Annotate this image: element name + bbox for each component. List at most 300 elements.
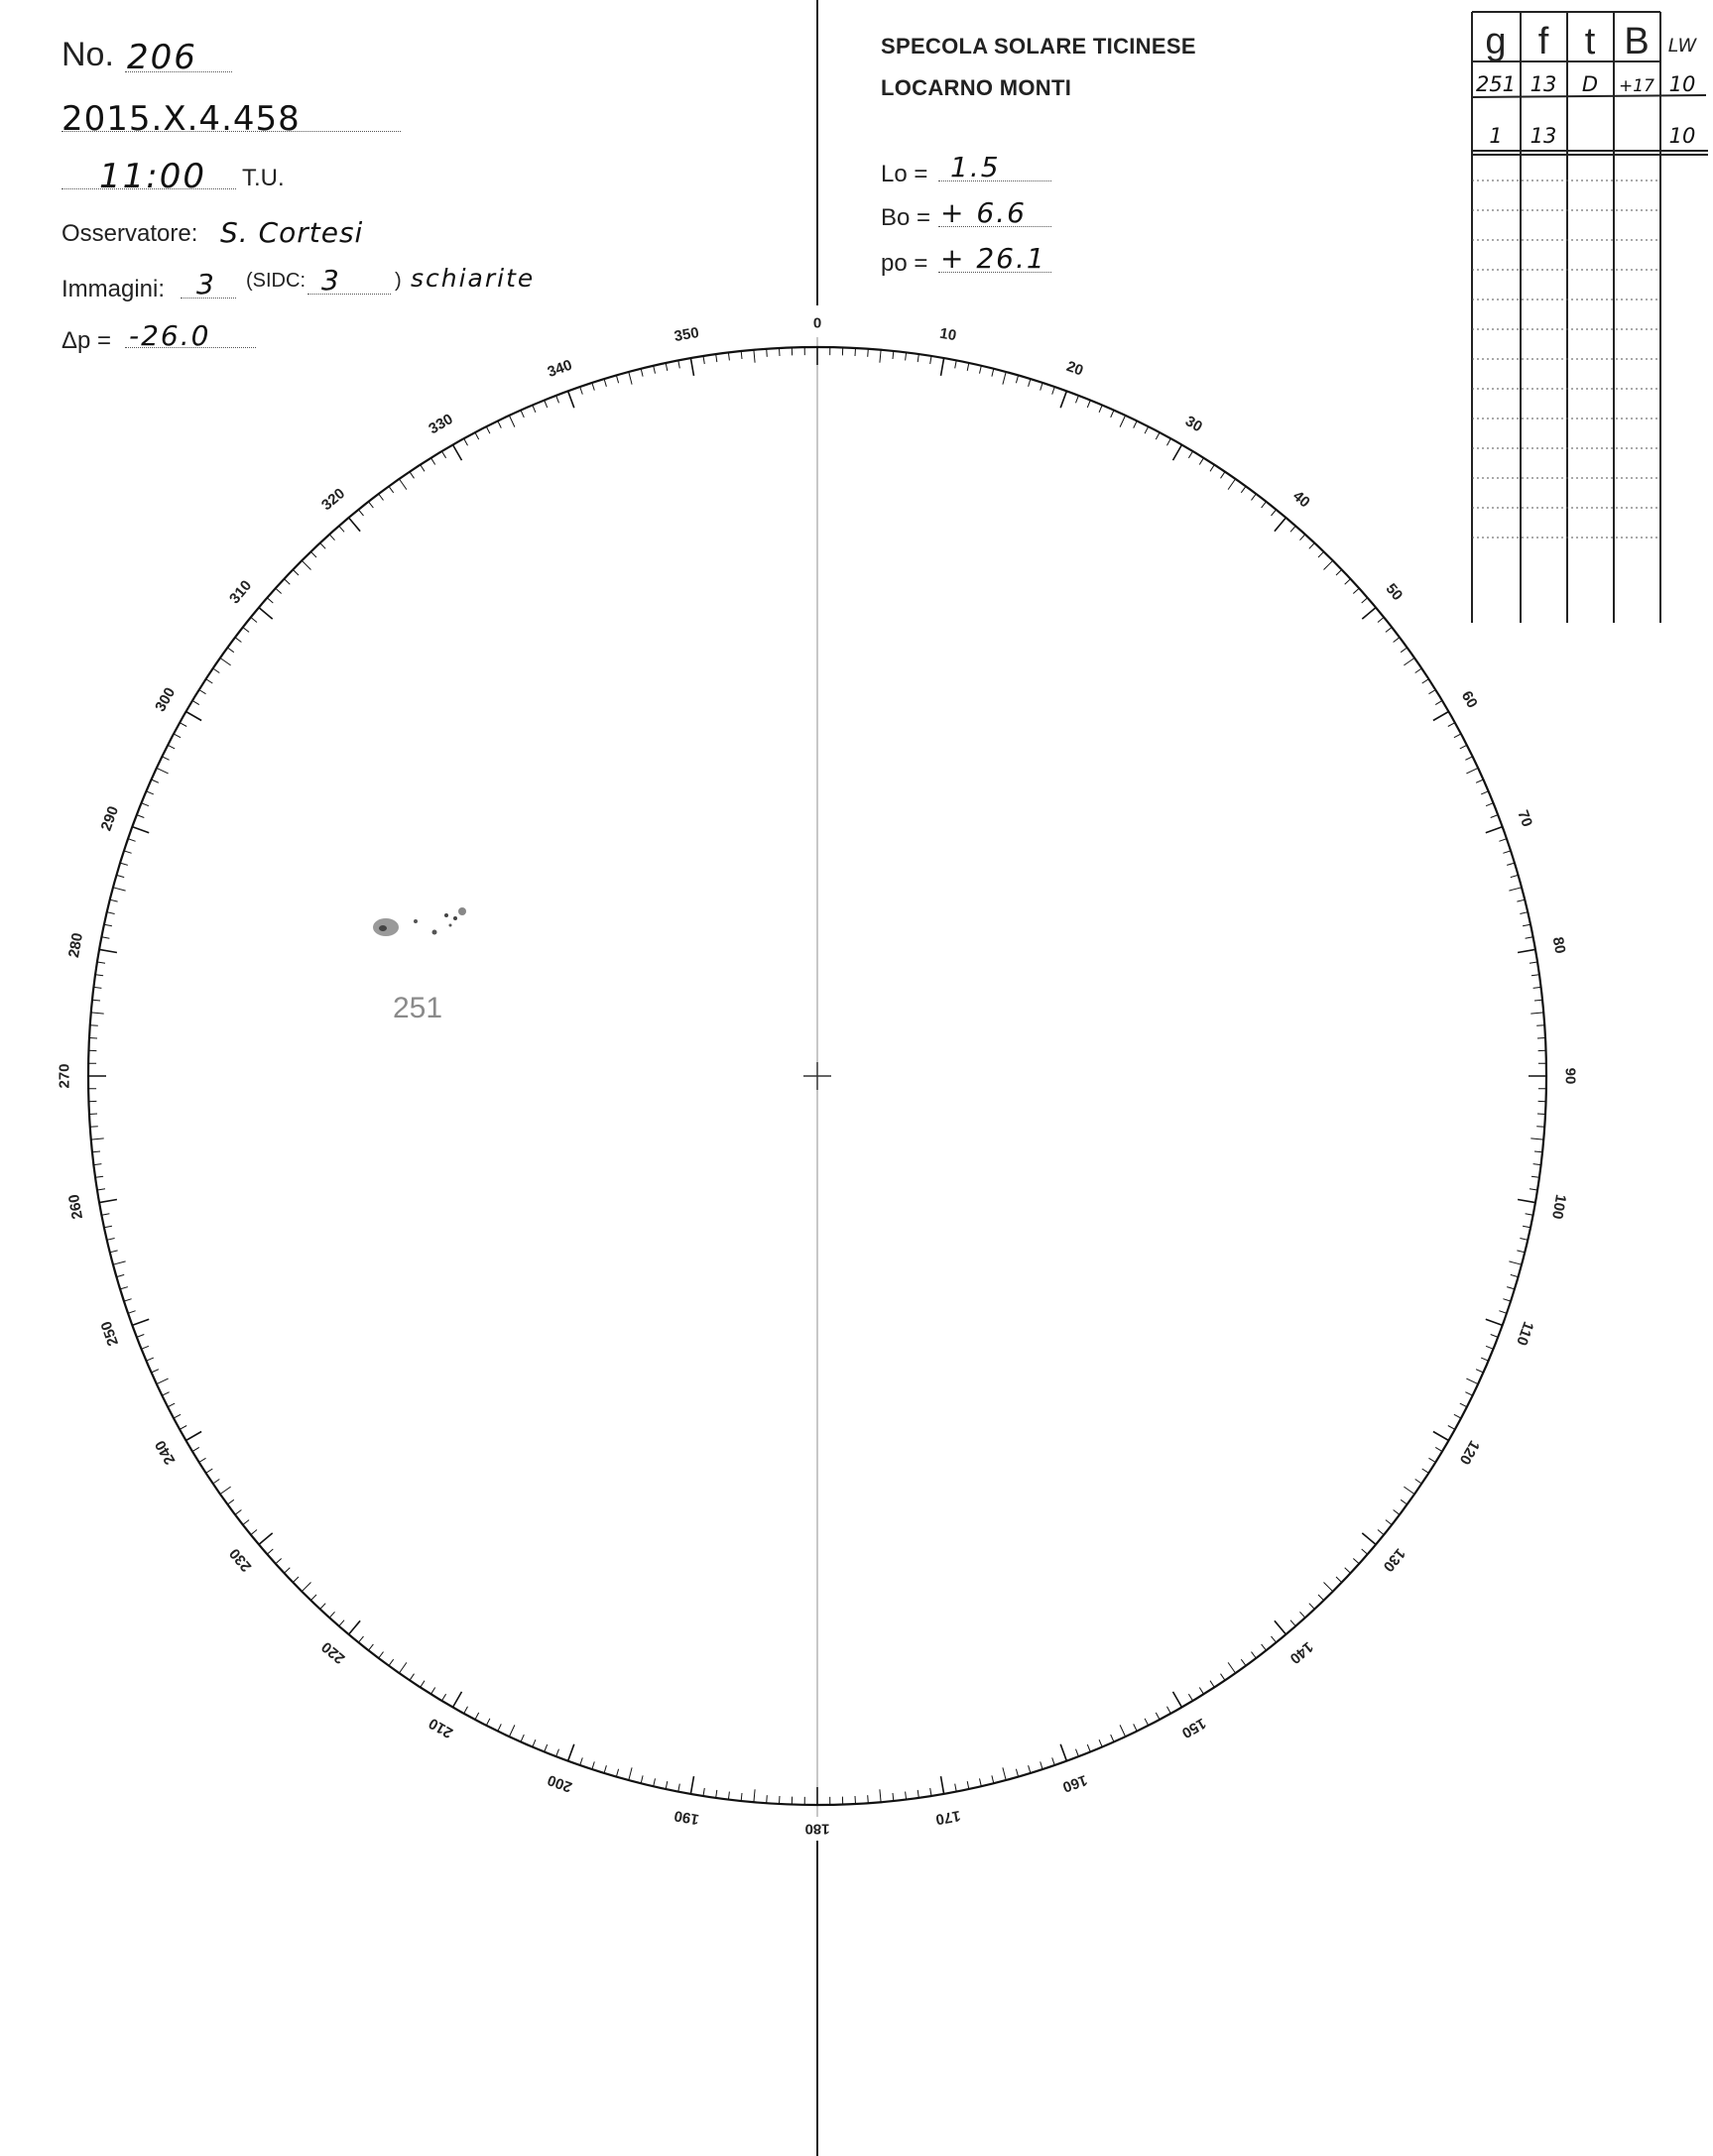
scale-label-110: 110 [1513, 1319, 1537, 1348]
scale-tick [1415, 668, 1422, 673]
scale-tick [556, 1749, 559, 1757]
scale-tick [213, 668, 220, 673]
scale-tick [369, 1644, 374, 1650]
scale-tick [1530, 1013, 1543, 1014]
scale-tick [780, 1796, 781, 1804]
scale-tick [906, 1792, 907, 1800]
scale-tick [703, 1788, 704, 1796]
scale-tick [94, 1164, 102, 1165]
scale-tick [1386, 628, 1392, 633]
scale-tick [1087, 1744, 1090, 1751]
scale-tick [1156, 1713, 1160, 1720]
scale-tick [168, 1403, 175, 1407]
scale-tick [1241, 1659, 1246, 1665]
scale-tick [399, 479, 407, 490]
scale-tick [453, 445, 462, 461]
time-unit: T.U. [242, 165, 285, 191]
sunspot-leader-umbra [379, 925, 387, 931]
scale-tick [580, 387, 583, 395]
scale-tick [1529, 1189, 1537, 1190]
scale-tick [421, 1681, 425, 1688]
scale-tick [666, 363, 668, 371]
scale-tick [152, 1370, 159, 1373]
sunspot [432, 930, 437, 935]
scale-tick [1518, 1200, 1535, 1203]
scale-tick [132, 1319, 149, 1325]
scale-tick [206, 679, 213, 683]
scale-tick [967, 1781, 969, 1789]
scale-tick [95, 975, 103, 976]
scale-label-220: 220 [318, 1637, 349, 1667]
scale-tick [441, 451, 445, 458]
scale-tick [1228, 1662, 1236, 1673]
scale-tick [1252, 1652, 1257, 1658]
scale-label-100: 100 [1547, 1192, 1570, 1221]
images-label: Immagini: [61, 276, 166, 302]
scale-tick [1134, 1724, 1138, 1731]
scale-tick [1491, 1335, 1499, 1338]
scale-tick [1491, 815, 1499, 818]
scale-tick [592, 383, 594, 391]
scale-tick [980, 1778, 982, 1786]
scale-tick [110, 1251, 118, 1253]
scale-tick [1422, 679, 1429, 683]
scale-tick [728, 353, 729, 361]
scale-tick [267, 1549, 273, 1554]
scale-tick [464, 438, 468, 445]
scale-tick [310, 1595, 316, 1601]
scale-tick [168, 745, 175, 749]
scale-tick [1530, 1138, 1543, 1139]
scale-tick [1518, 949, 1535, 952]
scale-tick [267, 598, 273, 603]
scale-tick [1486, 1346, 1493, 1349]
scale-tick [1536, 1127, 1544, 1128]
scale-tick [930, 1788, 931, 1796]
table-cell: 13 [1529, 72, 1557, 96]
scale-tick [1486, 1319, 1503, 1325]
scale-tick [1362, 1549, 1368, 1554]
table-cell: +17 [1619, 76, 1654, 96]
scale-tick [293, 569, 299, 575]
table-header-lw: LW [1667, 35, 1697, 57]
scale-tick [285, 1568, 291, 1574]
scale-tick [90, 1127, 98, 1128]
scale-tick [91, 1013, 104, 1014]
scale-tick [213, 1480, 220, 1485]
scale-tick [186, 1432, 202, 1441]
scale-tick [1199, 1688, 1203, 1695]
scale-tick [509, 416, 515, 427]
institution-name: SPECOLA SOLARE TICINESE [881, 34, 1196, 59]
scale-tick [521, 411, 524, 418]
scale-tick [629, 372, 632, 385]
scale-tick [1167, 438, 1171, 445]
sunspot [444, 913, 448, 917]
scale-tick [1523, 924, 1530, 926]
scale-tick [97, 1189, 105, 1190]
scale-tick [310, 551, 316, 557]
scale-tick [110, 899, 118, 901]
scale-tick [1241, 486, 1246, 492]
scale-tick [349, 1620, 361, 1634]
scale-tick [113, 888, 126, 891]
scale-tick [180, 723, 186, 727]
table-cell: D [1581, 72, 1599, 96]
scale-tick [410, 1674, 415, 1681]
scale-tick [1378, 617, 1384, 622]
scale-tick [616, 1769, 618, 1777]
scale-label-140: 140 [1285, 1637, 1316, 1667]
sunspot [453, 916, 457, 920]
p0-value: + 26.1 [940, 242, 1046, 275]
scale-label-40: 40 [1289, 487, 1313, 512]
table-cell: 10 [1668, 72, 1696, 96]
sidc-value: 3 [321, 264, 341, 297]
scale-tick [128, 1311, 136, 1314]
scale-tick [1052, 387, 1055, 395]
scale-tick [893, 351, 894, 359]
scale-tick [1394, 1510, 1400, 1515]
observer-value: S. Cortesi [220, 216, 364, 249]
scale-tick [302, 1583, 310, 1592]
scale-tick [369, 502, 374, 508]
scale-tick [137, 815, 145, 818]
scale-tick [107, 1239, 115, 1241]
scale-tick [1210, 465, 1214, 472]
scale-tick [421, 465, 425, 472]
scale-tick [728, 1792, 729, 1800]
scale-tick [1533, 1164, 1541, 1165]
scale-tick [152, 779, 159, 782]
scale-tick [1076, 1749, 1079, 1757]
scale-tick [120, 1287, 128, 1289]
scale-tick [1040, 1761, 1042, 1769]
scale-tick [1503, 851, 1511, 853]
scale-tick [441, 1694, 445, 1701]
table-header-t: t [1584, 21, 1596, 62]
scale-tick [1060, 391, 1066, 408]
scale-tick [629, 1767, 632, 1780]
scale-label-210: 210 [426, 1714, 456, 1741]
scale-tick [124, 1299, 132, 1301]
scale-tick [1003, 372, 1006, 385]
scale-tick [1318, 1595, 1324, 1601]
scale-tick [1404, 658, 1414, 665]
scale-tick [94, 987, 102, 988]
scale-tick [339, 526, 344, 532]
scale-tick [92, 1151, 100, 1152]
scale-tick [690, 1776, 693, 1794]
scale-tick [1466, 768, 1478, 774]
scale-tick [1534, 1000, 1542, 1001]
scale-tick [1422, 1469, 1429, 1473]
scale-label-20: 20 [1063, 357, 1086, 380]
scale-tick [1188, 1694, 1192, 1701]
scale-tick [1167, 1707, 1171, 1714]
scale-tick [654, 1778, 656, 1786]
scale-tick [1052, 1757, 1055, 1765]
scale-tick [276, 588, 282, 593]
scale-tick [1486, 803, 1493, 806]
scale-tick [604, 379, 606, 387]
scale-tick [142, 1346, 149, 1349]
scale-tick [251, 617, 257, 622]
l0-label: Lo = [881, 161, 928, 187]
scale-tick [1401, 648, 1407, 653]
scale-tick [1499, 839, 1507, 842]
scale-tick [206, 1469, 213, 1473]
scale-tick [1429, 690, 1436, 694]
scale-tick [132, 827, 149, 833]
scale-tick [1173, 445, 1182, 461]
scale-tick [227, 648, 233, 653]
scale-tick [259, 608, 273, 620]
scale-tick [102, 1214, 110, 1216]
scale-tick [99, 949, 117, 952]
scale-tick [235, 1510, 241, 1515]
scale-tick [180, 1426, 186, 1430]
scale-label-10: 10 [938, 324, 958, 345]
scale-tick [1433, 712, 1449, 721]
scale-tick [1003, 1767, 1006, 1780]
scale-tick [1252, 494, 1257, 500]
scale-tick [616, 376, 618, 384]
scale-tick [1435, 1447, 1442, 1451]
scale-label-50: 50 [1382, 580, 1407, 604]
scale-tick [243, 628, 249, 633]
scale-tick [568, 1744, 574, 1761]
scale-tick [453, 1692, 462, 1708]
scale-label-240: 240 [152, 1437, 180, 1468]
scale-label-310: 310 [226, 577, 256, 608]
scale-tick [113, 1261, 126, 1264]
scale-tick [1221, 472, 1226, 479]
scale-tick [955, 361, 957, 369]
sidc-label: (SIDC: [246, 270, 306, 292]
scale-tick [1465, 757, 1472, 761]
scale-label-90: 90 [1561, 1067, 1579, 1085]
scale-tick [1526, 937, 1533, 939]
scale-tick [1134, 420, 1138, 427]
scale-tick [1465, 1392, 1472, 1396]
scale-tick [556, 396, 559, 404]
scale-tick [880, 1789, 881, 1802]
scale-tick [157, 1378, 169, 1384]
scale-tick [475, 1713, 479, 1720]
scale-tick [1029, 1765, 1031, 1773]
observer-label: Osservatore: [61, 220, 198, 247]
table-header-B: B [1624, 21, 1650, 62]
scale-tick [399, 1662, 407, 1673]
scale-tick [855, 348, 856, 356]
date-value: 2015.Ⅹ.4.458 [61, 99, 301, 139]
scale-tick [716, 1790, 717, 1798]
scale-tick [1120, 416, 1126, 427]
scale-tick [1111, 411, 1114, 418]
scale-tick [117, 875, 125, 877]
scale-tick [666, 1781, 668, 1789]
scale-tick [293, 1577, 299, 1583]
scale-tick [1188, 451, 1192, 458]
scale-tick [1228, 479, 1236, 490]
scale-tick [1272, 510, 1277, 516]
scale-tick [654, 366, 656, 374]
scale-tick [868, 349, 869, 357]
scale-tick [486, 426, 490, 433]
scale-tick [192, 1447, 199, 1451]
scale-label-290: 290 [97, 803, 123, 834]
scale-label-150: 150 [1178, 1714, 1209, 1741]
scale-tick [1309, 1604, 1315, 1610]
scale-tick [1435, 700, 1442, 704]
scale-tick [320, 1604, 326, 1610]
scale-tick [1486, 827, 1503, 833]
scale-tick [1394, 638, 1400, 643]
table-header-g: g [1485, 21, 1507, 62]
scale-tick [767, 349, 768, 357]
scale-tick [379, 494, 384, 500]
scale-tick [1272, 1636, 1277, 1642]
scale-tick [137, 1335, 145, 1338]
scale-tick [678, 361, 680, 369]
scale-tick [754, 1789, 755, 1802]
scale-tick [930, 356, 931, 364]
scale-tick [1099, 405, 1102, 412]
scale-tick [1404, 1487, 1414, 1495]
scale-tick [741, 351, 742, 359]
scale-tick [120, 863, 128, 865]
scale-tick [1111, 1735, 1114, 1741]
scale-tick [1290, 1620, 1295, 1626]
scale-tick [1300, 1612, 1305, 1617]
scale-label-60: 60 [1457, 688, 1481, 711]
scale-tick [1362, 1533, 1376, 1545]
scale-tick [855, 1796, 856, 1804]
scale-tick [1509, 888, 1522, 891]
scale-tick [1345, 1568, 1351, 1574]
scale-label-200: 200 [545, 1770, 575, 1796]
group-label: 251 [393, 992, 443, 1024]
scale-label-70: 70 [1514, 807, 1536, 830]
scale-tick [1145, 426, 1149, 433]
table-header-f: f [1537, 21, 1549, 62]
scale-tick [220, 658, 231, 665]
scale-tick [104, 1226, 112, 1228]
number-label: No. [61, 36, 114, 73]
scale-label-170: 170 [933, 1806, 962, 1829]
scale-tick [1353, 588, 1359, 593]
p0-label: po = [881, 250, 928, 277]
scale-tick [754, 350, 755, 363]
scale-tick [1378, 1530, 1384, 1535]
scale-tick [641, 1775, 643, 1783]
scale-tick [1476, 1370, 1483, 1373]
scale-tick [1210, 1681, 1214, 1688]
scale-tick [880, 350, 881, 363]
scale-tick [1016, 376, 1018, 384]
scale-label-160: 160 [1059, 1770, 1090, 1796]
scale-tick [1460, 745, 1467, 749]
scale-tick [641, 369, 643, 377]
scale-tick [285, 579, 291, 585]
scale-tick [124, 851, 132, 853]
scale-tick [1517, 899, 1525, 901]
scale-label-280: 280 [64, 931, 87, 960]
scale-label-230: 230 [226, 1544, 256, 1575]
scale-tick [1537, 1114, 1545, 1115]
scale-tick [1324, 560, 1333, 569]
delta-p-label: Δp = [61, 327, 112, 354]
sunspot [458, 907, 466, 915]
scale-label-130: 130 [1379, 1544, 1408, 1575]
scale-tick [1290, 526, 1295, 532]
sunspot-group-251 [373, 907, 466, 936]
scale-tick [97, 962, 105, 963]
scale-tick [1386, 1520, 1392, 1525]
scale-tick [1336, 1577, 1342, 1583]
sky-note: schiarite [411, 264, 536, 293]
scale-tick [1481, 791, 1488, 794]
scale-tick [162, 757, 169, 761]
scale-tick [157, 768, 169, 774]
scale-tick [703, 356, 704, 364]
scale-tick [199, 690, 206, 694]
scale-tick [1336, 569, 1342, 575]
scale-tick [1275, 1620, 1286, 1634]
scale-tick [192, 700, 199, 704]
scale-tick [1529, 962, 1537, 963]
scale-tick [339, 1620, 344, 1626]
scale-label-320: 320 [318, 485, 349, 515]
scale-tick [1520, 912, 1528, 914]
scale-tick [1362, 598, 1368, 603]
scale-tick [410, 472, 415, 479]
scale-label-300: 300 [152, 684, 180, 715]
scale-tick [1460, 1403, 1467, 1407]
scale-tick [767, 1795, 768, 1803]
table-cell: 251 [1475, 72, 1517, 96]
scale-tick [1099, 1739, 1102, 1746]
scale-tick [1362, 608, 1376, 620]
scale-tick [545, 1744, 548, 1751]
images-value: 3 [196, 268, 216, 300]
scale-tick [102, 937, 110, 939]
scale-tick [251, 1530, 257, 1535]
scale-tick [941, 358, 944, 376]
scale-tick [1353, 1559, 1359, 1564]
institution-location: LOCARNO MONTI [881, 75, 1072, 100]
scale-tick [1262, 1644, 1267, 1650]
scale-tick [162, 1392, 169, 1396]
scale-tick [906, 353, 907, 361]
scale-tick [1466, 1378, 1478, 1384]
scale-tick [117, 1274, 125, 1276]
scale-tick [146, 1358, 153, 1361]
scale-tick [1318, 551, 1324, 557]
scale-tick [329, 1612, 334, 1617]
scale-label-270: 270 [56, 1063, 73, 1089]
sunspot [414, 919, 418, 923]
scale-tick [320, 543, 326, 549]
scale-tick [980, 366, 982, 374]
scale-tick [1454, 734, 1461, 738]
scale-tick [1511, 875, 1519, 877]
scale-tick [89, 1114, 97, 1115]
scale-tick [379, 1652, 384, 1658]
scale-tick [509, 1725, 515, 1737]
scale-tick [992, 1775, 994, 1783]
